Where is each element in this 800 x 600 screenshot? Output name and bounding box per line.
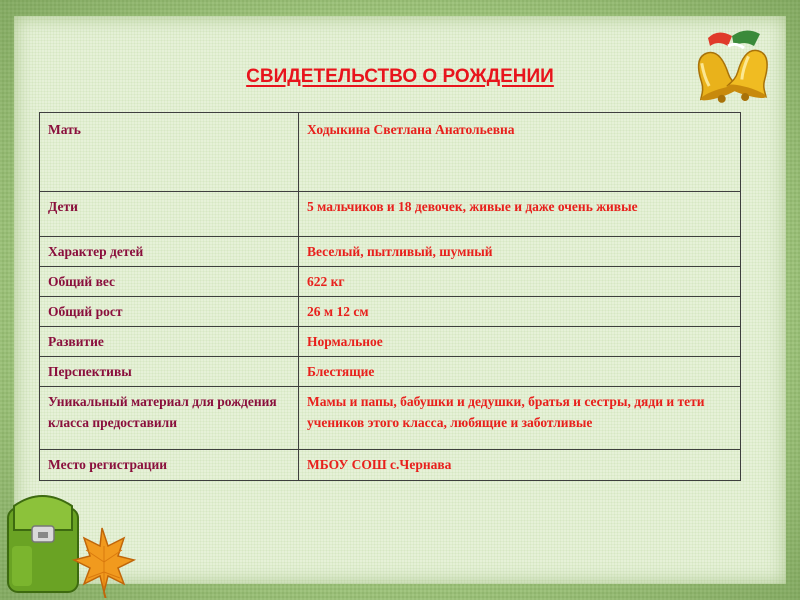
table-row [40,327,741,357]
row-label: Уникальный материал для рождения класса предоставили [40,387,299,450]
row-value: МБОУ СОШ с.Чернава [299,450,741,481]
row-value: 5 мальчиков и 18 девочек, живые и даже очень живые [299,192,741,237]
birth-certificate-table [39,112,741,481]
row-value: 26 м 12 см [299,297,741,327]
table-row [40,450,741,481]
row-value: Ходыкина Светлана Анатольевна [299,113,741,192]
row-label: Характер детей [40,237,299,267]
row-label: Дети [40,192,299,237]
table-row [40,192,741,237]
page-title-text: СВИДЕТЕЛЬСТВО О РОЖДЕНИИ [246,66,554,87]
row-label: Место регистрации [40,450,299,481]
table-row [40,237,741,267]
row-label: Перспективы [40,357,299,387]
table-row [40,357,741,387]
table-row [40,297,741,327]
row-label: Общий вес [40,267,299,297]
row-value: Веселый, пытливый, шумный [299,237,741,267]
table-row [40,267,741,297]
row-value: 622 кг [299,267,741,297]
page-title [0,66,800,88]
maple-leaf-icon [74,528,134,598]
row-value: Нормальное [299,327,741,357]
school-bag-icon [2,486,152,598]
row-label: Общий рост [40,297,299,327]
table-row [40,113,741,192]
row-label: Развитие [40,327,299,357]
row-value: Мамы и папы, бабушки и дедушки, братья и сестры, дяди и тети учеников этого класса, любящие и заботливые [299,387,741,450]
row-label: Мать [40,113,299,192]
row-value: Блестящие [299,357,741,387]
table-row [40,387,741,450]
bells-icon [688,24,778,114]
